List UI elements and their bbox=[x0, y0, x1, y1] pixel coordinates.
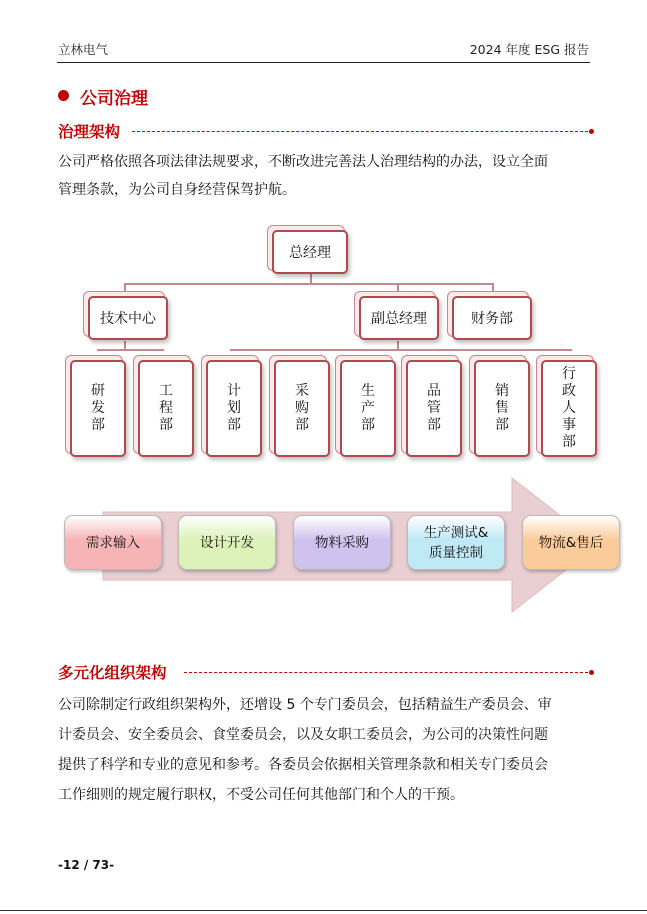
org-box-tech-center: 技术中心 bbox=[88, 296, 168, 340]
org-box-quality-dept: 品 管 部 bbox=[406, 360, 462, 457]
page-number: -12 / 73- bbox=[58, 858, 115, 872]
org-box-sales-dept: 销 售 部 bbox=[474, 360, 530, 457]
page-bottom-edge bbox=[0, 910, 647, 911]
paragraph-line: 工作细则的规定履行职权，不受公司任何其他部门和个人的干预。 bbox=[58, 787, 464, 803]
org-box-engineering-dept: 工 程 部 bbox=[138, 360, 194, 457]
org-box-admin-hr-dept: 行 政 人 事 部 bbox=[541, 360, 597, 457]
process-step-procurement: 物料采购 bbox=[293, 515, 391, 570]
section-title: 公司治理 bbox=[80, 89, 148, 109]
org-box-production-dept: 生 产 部 bbox=[340, 360, 396, 457]
diversified-heading-end-dot bbox=[589, 670, 594, 675]
paragraph-line: 提供了科学和专业的意见和参考。各委员会依据相关管理条款和相关专门委员会 bbox=[58, 757, 548, 773]
diversified-structure-heading: 多元化组织架构 bbox=[58, 664, 167, 682]
process-step-design: 设计开发 bbox=[178, 515, 276, 570]
org-box-general-manager: 总经理 bbox=[272, 230, 348, 274]
diversified-heading-dashed-rule bbox=[184, 672, 588, 673]
org-box-deputy-gm: 副总经理 bbox=[359, 296, 439, 340]
paragraph-line: 公司严格依照各项法律法规要求，不断改进完善法人治理结构的办法，设立全面 bbox=[58, 154, 548, 170]
process-step-requirements: 需求输入 bbox=[64, 515, 162, 570]
process-step-logistics: 物流&售后 bbox=[522, 515, 620, 570]
org-box-finance: 财务部 bbox=[452, 296, 532, 340]
header-report-title: 2024 年度 ESG 报告 bbox=[469, 42, 589, 57]
gov-structure-heading: 治理架构 bbox=[58, 123, 121, 141]
header-company: 立林电气 bbox=[58, 42, 109, 57]
org-box-planning-dept: 计 划 部 bbox=[206, 360, 262, 457]
paragraph-line: 计委员会、安全委员会、食堂委员会，以及女职工委员会，为公司的决策性问题 bbox=[58, 727, 548, 743]
org-box-rnd-dept: 研 发 部 bbox=[70, 360, 126, 457]
paragraph-line: 公司除制定行政组织架构外，还增设 5 个专门委员会，包括精益生产委员会、审 bbox=[58, 697, 552, 713]
org-box-purchasing-dept: 采 购 部 bbox=[274, 360, 330, 457]
diversified-structure-paragraph bbox=[58, 690, 594, 810]
paragraph-line: 管理条款，为公司自身经营保驾护航。 bbox=[58, 182, 296, 198]
process-step-testing-qc: 生产测试& 质量控制 bbox=[407, 515, 505, 570]
